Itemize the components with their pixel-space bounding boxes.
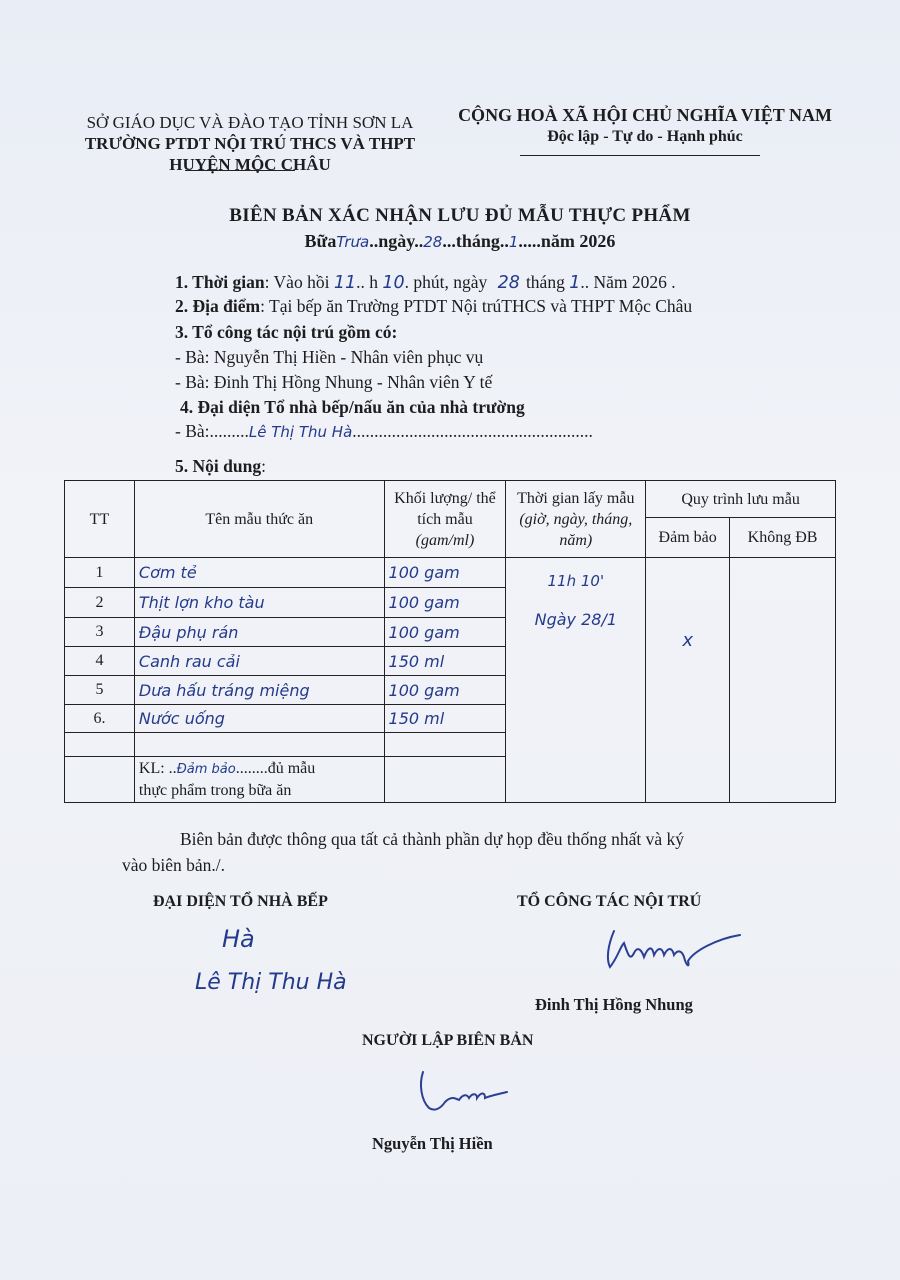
row-weight: 150 ml: [384, 647, 506, 676]
header-time-unit: (giờ, ngày, tháng, năm): [519, 510, 633, 549]
header-ok: Đảm bảo: [646, 518, 730, 558]
time-text-a: : Vào hồi: [264, 272, 330, 292]
conclusion-hand: Đảm bảo: [176, 762, 236, 777]
kitchen-signature: Hà: [222, 925, 255, 953]
header-process: Quy trình lưu mẫu: [646, 481, 836, 518]
section-place: [175, 295, 692, 318]
content-colon: :: [261, 456, 266, 476]
issuing-agency: [80, 112, 420, 175]
writer-name: Nguyễn Thị Hiền: [372, 1134, 493, 1153]
motto-line-2: Độc lập - Tự do - Hạnh phúc: [547, 128, 743, 145]
agency-line-2: TRƯỜNG PTDT NỘI TRÚ THCS VÀ THPT: [84, 134, 416, 153]
not-ok-cell: [730, 558, 836, 803]
ok-mark: x: [682, 630, 693, 651]
writer-signature-image: [415, 1068, 515, 1116]
row-tt: 1: [65, 558, 135, 588]
agency-underline: [185, 170, 295, 171]
day-value: 28: [423, 233, 443, 251]
row-food-empty: [134, 733, 384, 757]
month-value: 1: [508, 233, 519, 251]
row-weight: 100 gam: [384, 676, 506, 705]
month-label: ...tháng..: [442, 231, 509, 251]
header-weight-unit: (gam/ml): [415, 531, 475, 549]
row-tt: 3: [65, 618, 135, 647]
time-text-e: .. Năm 2026: [580, 272, 667, 292]
sample-time-date: Ngày 28/1: [534, 610, 618, 629]
motto-line-1: CỘNG HOÀ XÃ HỘI CHỦ NGHĨA VIỆT NAM: [458, 105, 832, 125]
meal-value: Trưa: [336, 233, 370, 251]
row-food-name: Dưa hấu tráng miệng: [134, 676, 384, 705]
row-weight: 100 gam: [384, 558, 506, 588]
content-label: 5. Nội dung: [175, 456, 262, 476]
header-weight: [384, 481, 506, 558]
kitchen-rep-line: [175, 420, 593, 444]
agency-line-1: SỞ GIÁO DỤC VÀ ĐÀO TẠO TỈNH SƠN LA: [86, 113, 414, 132]
section-time: [175, 271, 676, 295]
agency-line-3: HUYỆN MỘC CHÂU: [169, 155, 331, 174]
header-not-ok: Không ĐB: [730, 518, 836, 558]
section-team-label: 3. Tổ công tác nội trú gồm có:: [175, 322, 398, 342]
row-tt-empty: [65, 733, 135, 757]
kitchen-rep-signed-name: Lê Thị Thu Hà: [195, 970, 347, 995]
sample-time-cell: [506, 558, 646, 803]
food-sample-table: [64, 480, 836, 803]
time-label: 1. Thời gian: [175, 272, 265, 292]
header-tt: TT: [65, 481, 135, 558]
approval-line-2: vào biên bản./.: [122, 855, 226, 875]
kitchen-rep-title: ĐẠI DIỆN TỔ NHÀ BẾP: [153, 893, 328, 910]
writer-title: NGƯỜI LẬP BIÊN BẢN: [362, 1032, 534, 1049]
time-text-f: .: [671, 272, 676, 292]
conclusion-mid: ........đủ mẫu: [235, 760, 316, 777]
team-member-1: - Bà: Nguyễn Thị Hiền - Nhân viên phục vụ: [175, 347, 484, 367]
row-food-name: Thịt lợn kho tàu: [134, 588, 384, 618]
row-food-name: Đậu phụ rán: [134, 618, 384, 647]
row-weight-empty: [384, 733, 506, 757]
time-text-d: tháng: [525, 272, 565, 292]
time-text-b: .. h: [356, 272, 378, 292]
row-weight: 100 gam: [384, 588, 506, 618]
kitchen-rep-suffix: .......................................................: [352, 421, 593, 441]
header-weight-text: Khối lượng/ thể tích mẫu: [394, 489, 496, 528]
time-day: 28: [497, 273, 520, 293]
meal-prefix: Bữa: [304, 231, 337, 251]
header-time-text: Thời gian lấy mẫu: [517, 489, 635, 507]
conclusion-line-2: thực phẩm trong bữa ăn: [138, 782, 292, 799]
sample-time-hour: 11h 10': [547, 572, 605, 590]
document-title: BIÊN BẢN XÁC NHẬN LƯU ĐỦ MẪU THỰC PHẨM: [229, 205, 691, 226]
row-food-name: Cơm tẻ: [134, 558, 384, 588]
time-month: 1: [569, 273, 581, 293]
header-sample-time: [506, 481, 646, 558]
section-content-label: [175, 455, 266, 478]
boarding-team-title: TỔ CÔNG TÁC NỘI TRÚ: [517, 893, 702, 910]
section-kitchen-label: 4. Đại diện Tổ nhà bếp/nấu ăn của nhà trường: [180, 397, 525, 417]
conclusion-tt-empty: [65, 757, 135, 803]
row-weight: 100 gam: [384, 618, 506, 647]
conclusion-prefix: KL: ..: [138, 760, 177, 777]
row-tt: 5: [65, 676, 135, 705]
day-label: ..ngày..: [369, 231, 424, 251]
row-food-name: Nước uống: [134, 705, 384, 733]
kitchen-rep-name: Lê Thị Thu Hà: [248, 423, 353, 441]
row-tt: 2: [65, 588, 135, 618]
year-label: .....năm 2026: [518, 231, 616, 251]
boarding-signature-image: [598, 925, 748, 973]
time-minute: 10: [382, 273, 405, 293]
motto-underline: [520, 155, 760, 156]
kitchen-rep-prefix: - Bà:.........: [175, 421, 249, 441]
time-text-c: . phút, ngày: [404, 272, 488, 292]
header-food-name: Tên mẫu thức ăn: [134, 481, 384, 558]
ok-cell: [646, 558, 730, 803]
row-food-name: Canh rau cải: [134, 647, 384, 676]
row-weight: 150 ml: [384, 705, 506, 733]
row-tt: 4: [65, 647, 135, 676]
approval-line-1: Biên bản được thông qua tất cả thành phần dự họp đều thống nhất và ký: [180, 829, 685, 849]
place-text: : Tại bếp ăn Trường PTDT Nội trúTHCS và THPT Mộc Châu: [260, 296, 693, 316]
boarding-team-name: Đinh Thị Hồng Nhung: [535, 995, 693, 1014]
conclusion-weight-empty: [384, 757, 506, 803]
conclusion-cell: [134, 757, 384, 803]
time-hour: 11: [333, 273, 357, 293]
row-tt: 6.: [65, 705, 135, 733]
meal-line: [150, 231, 770, 252]
place-label: 2. Địa điểm: [175, 296, 261, 316]
team-member-2: - Bà: Đinh Thị Hồng Nhung - Nhân viên Y tế: [175, 372, 493, 392]
national-motto: [455, 104, 835, 148]
